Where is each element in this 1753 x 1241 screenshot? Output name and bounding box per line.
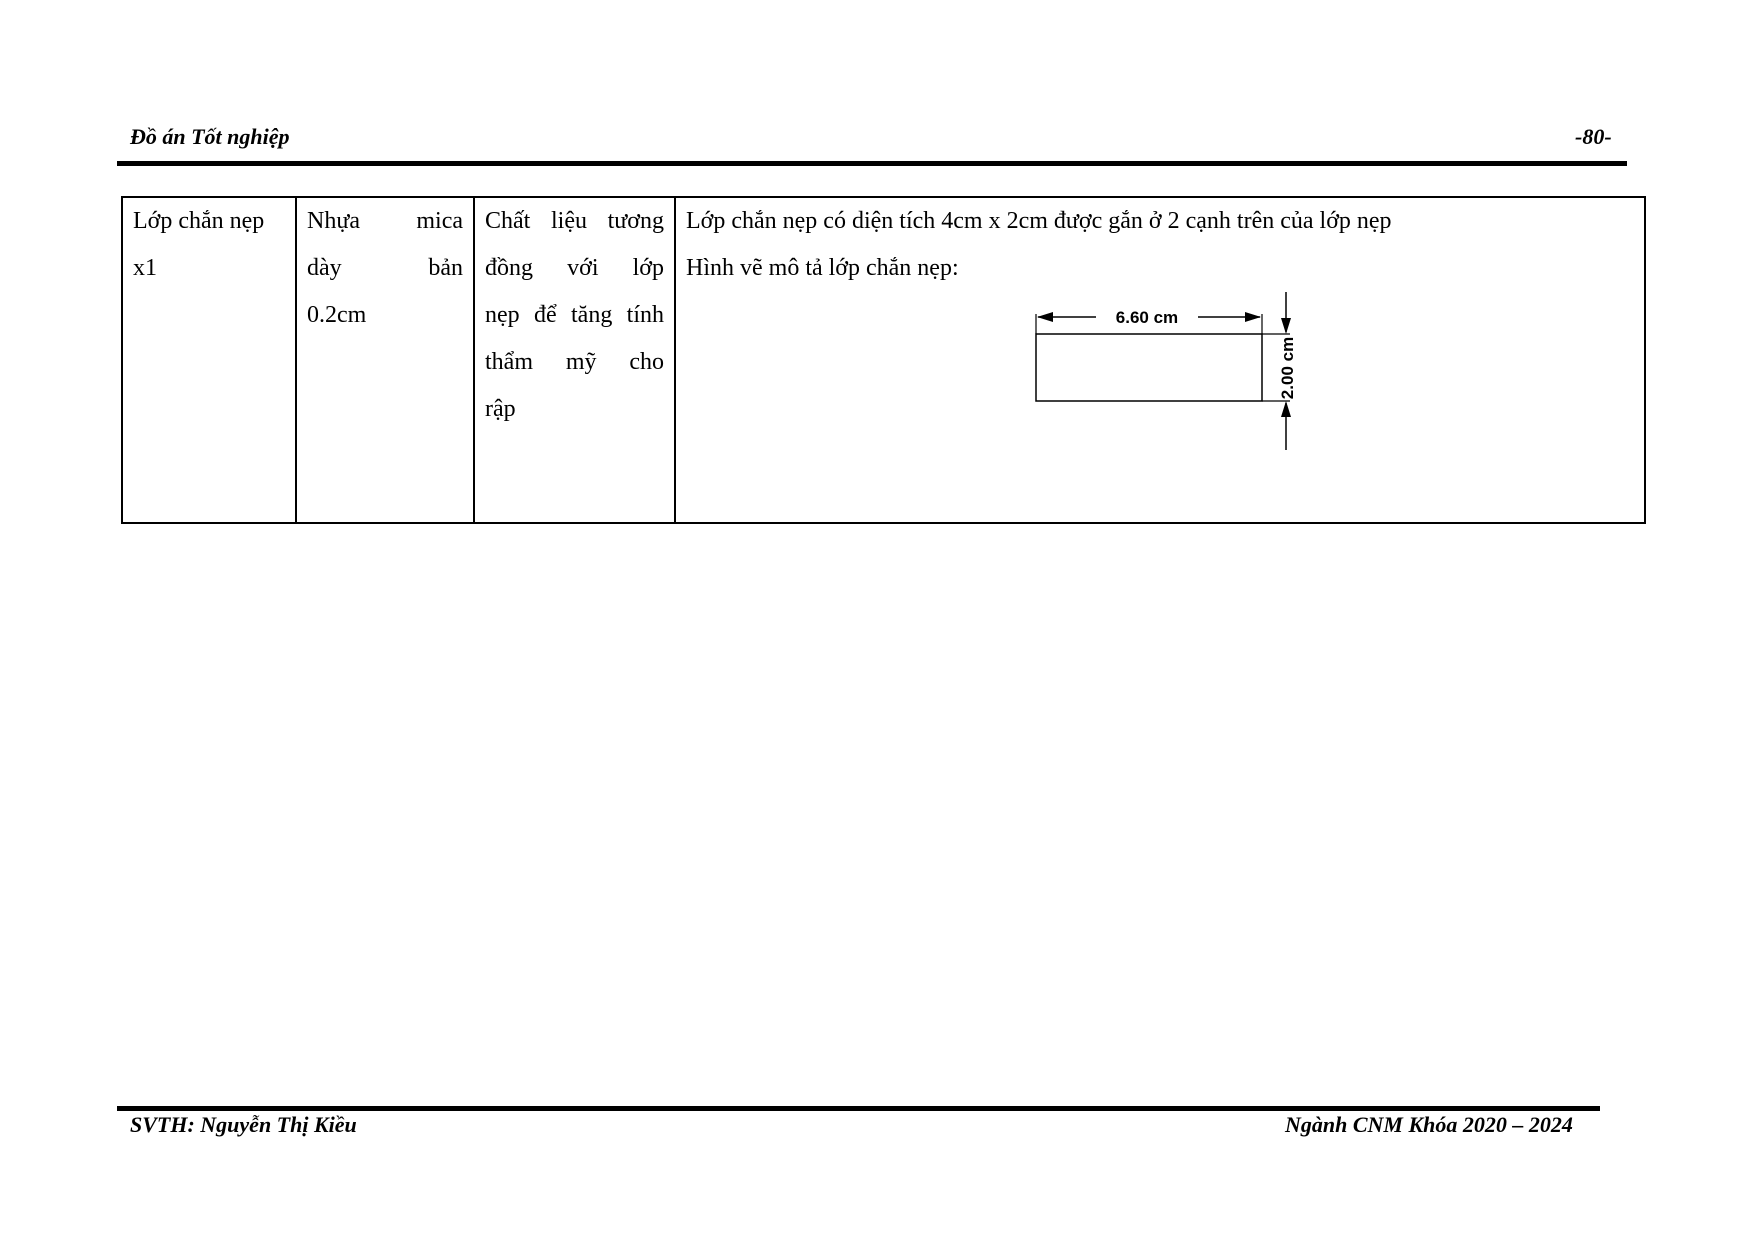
figure-caption: Hình vẽ mô tả lớp chắn nẹp: <box>686 255 959 281</box>
reason-line: Chất liệu tương <box>485 208 664 234</box>
footer-program: Ngành CNM Khóa 2020 – 2024 <box>1285 1112 1573 1137</box>
arrow-up-icon <box>1281 401 1291 417</box>
guard-rectangle <box>1036 334 1262 401</box>
height-dimension-label: 2.00 cm <box>1278 336 1297 400</box>
material-line: 0.2cm <box>307 302 367 328</box>
reason-line: nẹp để tăng tính <box>485 302 664 328</box>
reason-line: đồng với lớp <box>485 255 664 281</box>
component-name: Lớp chắn nẹp <box>133 208 265 234</box>
arrow-left-icon <box>1037 312 1053 322</box>
footer-student: SVTH: Nguyễn Thị Kiều <box>130 1112 357 1137</box>
cell-component <box>122 197 296 523</box>
arrow-right-icon <box>1245 312 1261 322</box>
cell-description <box>675 197 1645 523</box>
component-quantity: x1 <box>133 255 157 281</box>
reason-line: rập <box>485 396 516 422</box>
page-number: -80- <box>1575 124 1612 149</box>
arrow-down-icon <box>1281 318 1291 334</box>
table-row <box>122 197 1645 523</box>
footer-divider <box>117 1106 1600 1111</box>
guard-diagram-svg <box>686 292 1586 522</box>
guard-diagram <box>686 292 1634 522</box>
header-divider <box>117 161 1627 166</box>
cell-material <box>296 197 474 523</box>
reason-line: thẩm mỹ cho <box>485 349 664 375</box>
description-text: Lớp chắn nẹp có diện tích 4cm x 2cm được gắn ở 2 cạnh trên của lớp nẹp <box>686 208 1392 234</box>
width-dimension-label: 6.60 cm <box>1115 308 1179 327</box>
material-table <box>121 196 1646 524</box>
cell-reason <box>474 197 675 523</box>
material-line: Nhựa mica <box>307 208 463 234</box>
material-line: dày bản <box>307 255 463 281</box>
header-title: Đồ án Tốt nghiệp <box>130 124 290 149</box>
